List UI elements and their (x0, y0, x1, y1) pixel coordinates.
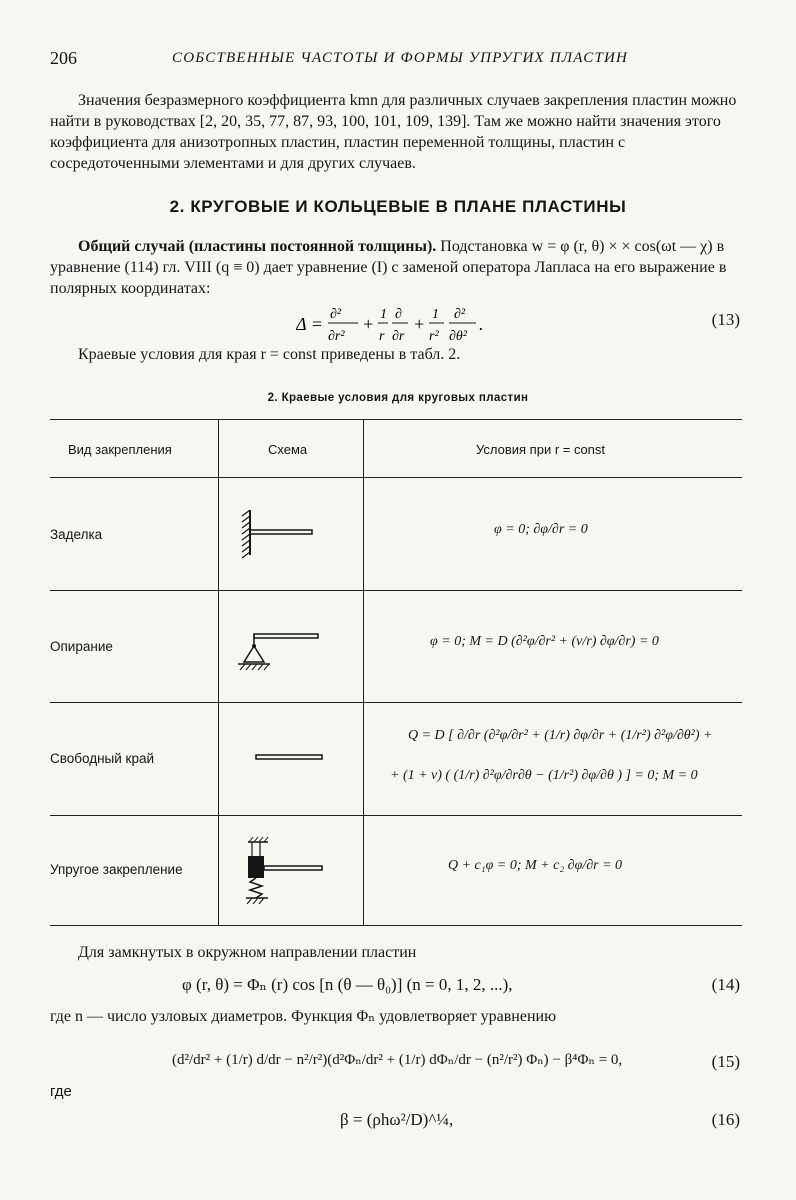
svg-text:∂²: ∂² (454, 307, 466, 322)
svg-text:r²: r² (429, 329, 439, 344)
nodal-diameter-text: где n — число узловых диаметров. Функция Φₙ удовлетворяет уравнению (50, 1008, 557, 1025)
svg-text:∂²: ∂² (330, 307, 342, 322)
condition-elastic: Q + c₁φ = 0; M + c₂ ∂φ/∂r = 0 (448, 858, 623, 873)
clamped-scheme-icon (240, 510, 320, 560)
svg-text:1: 1 (380, 307, 387, 322)
page-number: 206 (50, 48, 77, 68)
table-header-scheme: Схема (268, 442, 308, 457)
svg-text:∂θ²: ∂θ² (449, 329, 467, 344)
section-title: 2. КРУГОВЫЕ И КОЛЬЦЕВЫЕ В ПЛАНЕ ПЛАСТИНЫ (169, 197, 627, 216)
equation-16: β = (ρhω²/D)^¼, (340, 1110, 454, 1129)
closed-plates-text: Для замкнутых в окружном направлении пластин (78, 944, 417, 961)
svg-text:+: + (362, 314, 375, 334)
row-label-elastic: Упругое закрепление (50, 862, 183, 877)
row-label-free: Свободный край (50, 751, 155, 766)
condition-clamped: φ = 0; ∂φ/∂r = 0 (494, 522, 588, 537)
svg-text:+: + (413, 314, 426, 334)
table-row-rule (50, 590, 742, 591)
equation-14: φ (r, θ) = Φₙ (r) cos [n (θ — θ₀)] (n = 0, 1, 2, ...), (182, 975, 513, 994)
equation-13-graphic (296, 300, 516, 352)
condition-supported: φ = 0; M = D (∂²φ/∂r² + (ν/r) ∂φ/∂r) = 0 (430, 634, 659, 649)
equation-16-number: (16) (711, 1110, 740, 1129)
table-header-conditions: Условия при r = const (476, 442, 606, 457)
condition-free-line1: Q = D [ ∂/∂r (∂²φ/∂r² + (1/r) ∂φ/∂r + (1/r²) ∂²φ/∂θ²) + (408, 728, 713, 743)
svg-text:1: 1 (432, 307, 439, 322)
running-title: СОБСТВЕННЫЕ ЧАСТОТЫ И ФОРМЫ УПРУГИХ ПЛАСТИН (172, 50, 629, 66)
equation-13-number: (13) (711, 310, 740, 329)
row-label-supported: Опирание (50, 639, 113, 654)
svg-text:.: . (479, 314, 484, 334)
equation-15: (d²/dr² + (1/r) d/dr − n²/r²)(d²Φₙ/dr² + (1/r) dΦₙ/dr − (n²/r²) Φₙ) − β⁴Φₙ = 0, (172, 1052, 623, 1068)
lead-in: Общий случай (пластины постоянной толщины). (78, 238, 437, 255)
table-header-rule (50, 477, 742, 478)
svg-text:∂r: ∂r (392, 329, 405, 344)
table-col-divider (363, 419, 364, 926)
table-col-divider (218, 419, 219, 926)
svg-text:r: r (379, 329, 385, 344)
table-top-rule (50, 419, 742, 420)
where-text: где (50, 1083, 72, 1100)
equation-14-number: (14) (711, 975, 740, 994)
svg-text:∂: ∂ (395, 307, 402, 322)
row-label-clamped: Заделка (50, 527, 103, 542)
table-bottom-rule (50, 925, 742, 926)
intro-paragraph: Значения безразмерного коэффициента kmn для различных случаев закрепления пластин можно найти в руководствах [2, 20, 35, 77, 87, 93, 100, 101, 109, 139]. Там же можно найти значения этого коэффициента для анизотропных пластин, пластин переменной толщины, пластин с сосредоточенными элементами и для других случаев. (50, 92, 737, 172)
elastic-support-icon (238, 836, 328, 906)
table-caption: 2. Краевые условия для круговых пластин (267, 392, 529, 404)
free-edge-icon (254, 752, 326, 764)
equation-15-number: (15) (711, 1052, 740, 1071)
table-row-rule (50, 815, 742, 816)
boundary-text: Краевые условия для края r = const приведены в табл. 2. (78, 346, 461, 363)
condition-free-line2: + (1 + ν) ( (1/r) ∂²φ/∂r∂θ − (1/r²) ∂φ/∂θ ) ] = 0; M = 0 (390, 768, 698, 783)
svg-text:Δ =: Δ = (296, 314, 323, 334)
section-paragraph (50, 236, 750, 299)
section-body: Подстановка w = φ (r, θ) × × cos(ωt — χ) в уравнение (114) гл. VIII (q ≡ 0) дает уравнение (I) с заменой оператора Лапласа на его выражение в полярных координатах: (50, 238, 727, 297)
table-row-rule (50, 702, 742, 703)
pinned-support-icon (236, 628, 326, 672)
table-header-type: Вид закрепления (68, 442, 172, 457)
svg-text:∂r²: ∂r² (328, 329, 345, 344)
